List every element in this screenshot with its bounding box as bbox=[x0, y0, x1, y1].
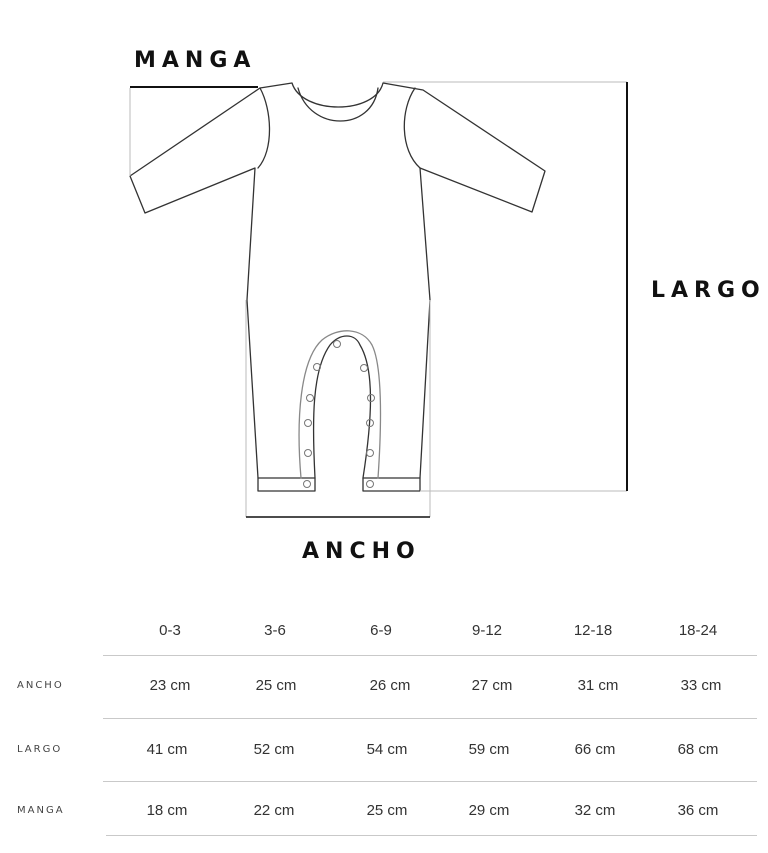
size-header: 18-24 bbox=[678, 622, 718, 639]
table-cell: 31 cm bbox=[577, 677, 619, 694]
row-divider bbox=[106, 835, 757, 836]
table-cell: 26 cm bbox=[369, 677, 411, 694]
table-cell: 27 cm bbox=[471, 677, 513, 694]
table-cell: 36 cm bbox=[677, 802, 719, 819]
table-cell: 52 cm bbox=[253, 741, 295, 758]
size-header: 3-6 bbox=[264, 622, 286, 639]
table-cell: 41 cm bbox=[146, 741, 188, 758]
row-label-largo: LARGO bbox=[17, 744, 63, 755]
table-cell: 23 cm bbox=[149, 677, 191, 694]
row-label-ancho: ANCHO bbox=[17, 680, 64, 691]
largo-label: LARGO bbox=[651, 278, 766, 303]
row-divider bbox=[103, 781, 757, 782]
row-divider bbox=[103, 718, 757, 719]
ancho-label: ANCHO bbox=[302, 539, 421, 564]
table-cell: 18 cm bbox=[146, 802, 188, 819]
table-cell: 32 cm bbox=[574, 802, 616, 819]
size-header: 12-18 bbox=[573, 622, 613, 639]
table-cell: 59 cm bbox=[468, 741, 510, 758]
manga-label: MANGA bbox=[134, 48, 257, 73]
size-table bbox=[0, 605, 768, 853]
table-cell: 25 cm bbox=[255, 677, 297, 694]
row-label-manga: MANGA bbox=[17, 805, 65, 816]
row-divider bbox=[103, 655, 757, 656]
table-cell: 25 cm bbox=[366, 802, 408, 819]
table-cell: 68 cm bbox=[677, 741, 719, 758]
size-header: 0-3 bbox=[159, 622, 181, 639]
table-cell: 66 cm bbox=[574, 741, 616, 758]
table-cell: 54 cm bbox=[366, 741, 408, 758]
table-cell: 29 cm bbox=[468, 802, 510, 819]
table-cell: 22 cm bbox=[253, 802, 295, 819]
size-header: 9-12 bbox=[471, 622, 503, 639]
size-header: 6-9 bbox=[370, 622, 392, 639]
table-cell: 33 cm bbox=[680, 677, 722, 694]
